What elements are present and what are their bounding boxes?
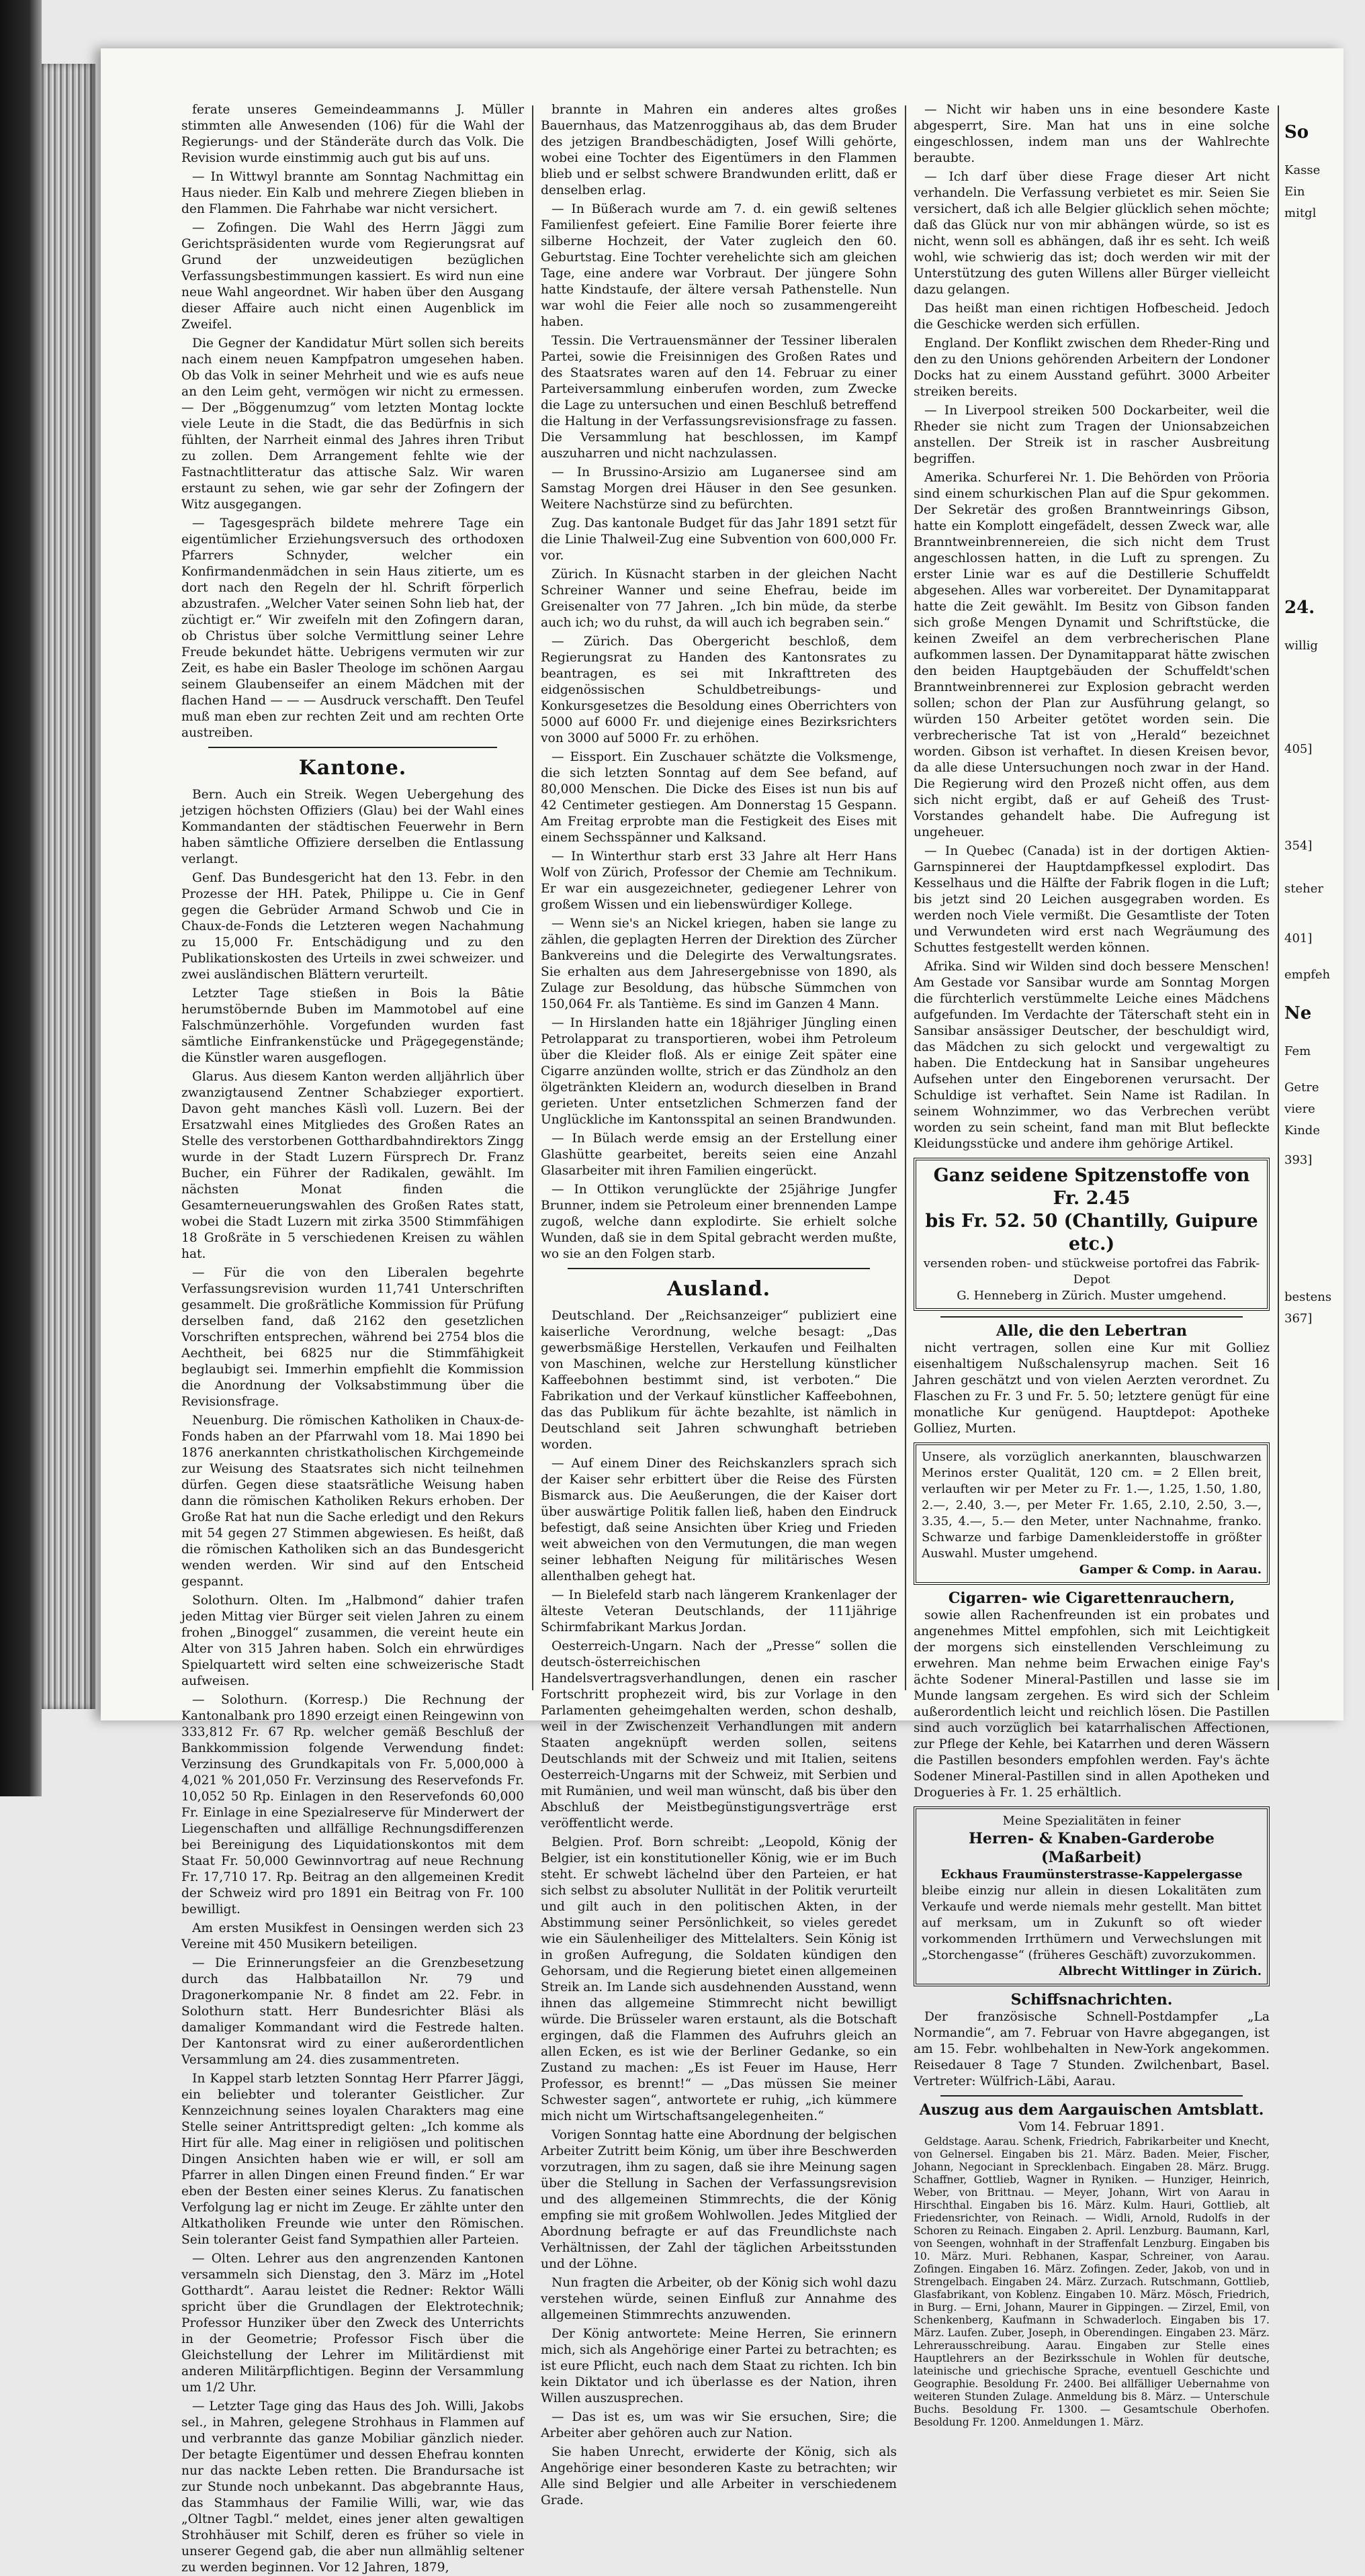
fragment-text: 354] xyxy=(1284,839,1313,853)
article-paragraph: — In Hirslanden hatte ein 18jähriger Jüngling einen Petrolapparat zu transportieren, wobei ihm Petroleum über die Kleider floß. Als er einige Zeit später eine Cigarre anzünden wollte, strich er das Zündholz an den ölgetränkten Kleidern an, wodurch dieselben in Brand gerieten. Unter entsetzlichen Schmerzen fand der Unglückliche im Kantonsspital an seinen Brandwunden. xyxy=(541,1016,897,1127)
ad-signature: Albrecht Wittlinger in Zürich. xyxy=(1059,1964,1262,1978)
article-paragraph: Belgien. Prof. Born schreibt: „Leopold, König der Belgier, ist ein konstitutioneller König, wie er im Buch steht. Er schwebt lächelnd über den Parteien, er hat sich selbst zu absoluter Nullität in der Politik verurteilt und gilt auch in den politischen Akten, in der Abstimmung seiner Persönlichkeit, so vieles geredet wie ein Säulenheiliger des Mittelalters. Sein König ist in großen Aufregung, die Soldaten kündigen den Gehorsam, und die Regierung bietet einen allgemeinen Streik an. Im Lande sich ausdehnenden Ausstand, wenn ihnen das allgemeine Stimmrecht nicht bewilligt würde. Die Brüsseler waren erstaunt, als die Botschaft ergingen, daß die Flammen des Aufruhrs gleich an allen Ecken, es ist wie der Berliner Gedanke, so ein Zustand zu machen: „Es ist Feuer im Hause, Herr Professor, es brennt!“ — „Das müssen Sie meiner Schwester sagen“, antwortete er ruhig, „ich kümmere mich nicht um Wirtschaftsangelegenheiten.“ xyxy=(541,1835,897,2123)
section-heading-kantone: Kantone. xyxy=(298,756,407,780)
article-paragraph: — In Wittwyl brannte am Sonntag Nachmittag ein Haus nieder. Ein Kalb und mehrere Ziegen blieben in den Flammen. Die Fahrhabe war nicht versichert. xyxy=(181,170,524,216)
article-paragraph: — Letzter Tage ging das Haus des Joh. Willi, Jakobs sel., in Mahren, gelegene Strohhaus in Flammen auf und verbrannte das ganze Mobiliar gänzlich nieder. Der betagte Eigentümer und dessen Ehefrau konnten nur das nackte Leben retten. Die Brandursache ist zur Stunde noch unbekannt. Das abgebrannte Haus, das Stammhaus der Familie Willi, war, wie das „Oltner Tagbl.“ meldet, eines jener alten gewaltigen Strohhäuser mit Schilf, deren es früher so viele in unserer Gegend gab, die aber nun allmählig seltener zu werden beginnen. Vor 12 Jahren, 1879, xyxy=(181,2399,524,2575)
divider xyxy=(568,1268,870,1269)
article-paragraph: — In Winterthur starb erst 33 Jahre alt Herr Hans Wolf von Zürich, Professor der Chemie am Technikum. Er war ein ausgezeichneter, gediegener Lehrer von großem Wissen und ein liebenswürdiger Kollege. xyxy=(541,849,897,912)
newspaper-page xyxy=(101,48,1344,2575)
ad-signature: Gamper & Comp. in Aarau. xyxy=(1079,1563,1262,1577)
ad-text: sowie allen Rachenfreunden ist ein probates und angenehmes Mittel empfohlen, sich mit Leichtigkeit der morgens sich einstellenden Verschleimung zu erwehren. Man nehme beim Erwachen einige Fay's ächte Sodener Mineral-Pastillen und lasse sie im Munde langsam zergehen. Es wird sich der Schleim außerordentlich leicht und reichlich lösen. Die Pastillen sind auch vorzüglich bei katarrhalischen Affectionen, zur Pflege der Kehle, bei Katarrhen und deren Wässern die Pastillen besonders empfohlen werden. Fay's ächte Sodener Mineral-Pastillen sind in allen Apotheken und Drogueries à Fr. 1. 25 erhältlich. xyxy=(914,1608,1270,1800)
ad-headline: Herren- & Knaben-Garderobe (Maßarbeit) xyxy=(969,1830,1215,1866)
ad-headline: bis Fr. 52. 50 (Chantilly, Guipure etc.) xyxy=(925,1211,1258,1254)
article-paragraph: — Wenn sie's an Nickel kriegen, haben sie lange zu zählen, die geplagten Herren der Direktion des Zürcher Bankvereins und die Delegirte des Verwaltungsrates. Sie erhalten aus dem Jahresergebnisse von 1890, als Zulage zur Besoldung, das hübsche Sümmchen von 150,064 Fr. als Tantième. Es sind im Ganzen 4 Mann. xyxy=(541,917,897,1011)
article-paragraph: Die Gegner der Kandidatur Mürt sollen sich bereits nach einem neuen Kampfpatron umgesehen haben. Ob das Volk in seiner Mehrheit und wie es aufs neue an den Leim geht, vermögen wir nicht zu ermessen. — Der „Böggenumzug“ vom letzten Montag lockte viele Leute in die Stadt, die das Bedürfnis in sich fühlten, der Narrheit einmal des Jahres ihren Tribut zu zollen. Dem Arrangement fehlte wie der Fastnachtlitteratur das attische Salz. Wir waren erstaunt zu sehen, wie gar sehr der Zofingern der Witz ausgegangen. xyxy=(181,336,524,512)
article-paragraph: brannte in Mahren ein anderes altes großes Bauernhaus, das Matzenroggihaus ab, das dem Bruder des jetzigen Brandbeschädigten, Josef Willi gehörte, wobei eine Tochter des Eigentümers in den Flammen blieb und er selbst schwere Brandwunden erlitt, daß er denselben erlag. xyxy=(541,103,897,197)
fragment-text: 401] xyxy=(1284,931,1313,946)
fragment-text: Fem xyxy=(1284,1044,1311,1058)
section-title-gazette: Auszug aus dem Aargauischen Amtsblatt. xyxy=(919,2101,1264,2119)
article-paragraph: Neuenburg. Die römischen Katholiken in Chaux-de-Fonds haben an der Pfarrwahl vom 18. Mai 1890 bei 1876 anerkannten christkatholischen Kirchgemeinde zur Weisung des Staatsrates sich nicht teilnehmen dürfen. Gegen diese staatsrätliche Weisung haben dann die römischen Katholiken Rekurs erhoben. Der Große Rat hat nun die Sache erledigt und den Rekurs mit 54 gegen 27 Stimmen abgewiesen. Es heißt, daß die römischen Katholiken sich an das Bundesgericht wenden werden. Wir sind auf den Entscheid gespannt. xyxy=(181,1414,524,1589)
article-paragraph: — In Bülach werde emsig an der Erstellung einer Glashütte gearbeitet, bereits seien eine Anzahl Glasarbeiter mit ihren Familien eingerückt. xyxy=(541,1132,897,1178)
article-paragraph: Genf. Das Bundesgericht hat den 13. Febr. in den Prozesse der HH. Patek, Philippe u. Cie in Genf gegen die Gebrüder Armand Schwob und Cie in Chaux-de-Fonds die Letzteren wegen Nachahmung zu 15,000 Fr. Entschädigung und zu den Publikationskosten des Urteils in zwei schweizer. und zwei ausländischen Blättern verurteilt. xyxy=(181,871,524,982)
article-paragraph: — Die Erinnerungsfeier an die Grenzbesetzung durch das Halbbataillon Nr. 79 und Dragonerkompanie Nr. 8 findet am 22. Febr. in Solothurn statt. Herr Bundesrichter Bläsi als damaliger Kommandant wird die Festrede halten. Der Kantonsrat wird zu einer außerordentlichen Versammlung am 24. dies zusammentreten. xyxy=(181,1956,524,2067)
article-paragraph: — Eissport. Ein Zuschauer schätzte die Volksmenge, die sich letzten Sonntag auf dem See befand, auf 80,000 Menschen. Die Dicke des Eises ist nun bis auf 42 Centimeter gestiegen. Am Donnerstag 15 Gespann. Am Freitag erprobte man die Festigkeit des Eises mit einem Sechsspänner und Kalksand. xyxy=(541,750,897,845)
article-paragraph: — Tagesgespräch bildete mehrere Tage ein eigentümlicher Erziehungsversuch des orthodoxen Pfarrers Schnyder, welcher ein Konfirmandenmädchen in sein Haus zitierte, um es dort nach den Regeln der hl. Schrift förperlich abzustrafen. „Welcher Vater seinen Sohn lieb hat, der züchtigt er.“ Wir zweifeln mit den Zofingern daran, ob Christus über solche Vermittlung seiner Lehre Freude bekundet hätte. Uebrigens vermuten wir zur Zeit, es habe ein Basler Theologe im schönen Aargau seinem Glaubenseifer an einem Mädchen mit der flachen Hand — — — Ausdruck verschafft. Den Teufel muß man eben zur rechten Zeit und am rechten Orte austreiben. xyxy=(181,516,524,740)
article-paragraph: — Auf einem Diner des Reichskanzlers sprach sich der Kaiser sehr erbittert über die Reise des Fürsten Bismarck aus. Die Aeußerungen, die der Kaiser dort über auswärtige Politik fallen ließ, haben den Eindruck befestigt, daß seine Ansichten über Krieg und Frieden weit abweichen von den Vermutungen, die man wegen seiner lebhaften Neigung für militärisches Wesen allenthalben gehegt hat. xyxy=(541,1457,897,1583)
article-paragraph: Nun fragten die Arbeiter, ob der König sich wohl dazu verstehen würde, seinen Einfluß zur Annahme des allgemeinen Stimmrechts anzuwenden. xyxy=(541,2276,897,2322)
ad-title: Cigarren- wie Cigarettenrauchern, xyxy=(948,1590,1235,1607)
article-paragraph: Afrika. Sind wir Wilden sind doch bessere Menschen! Am Gestade vor Sansibar wurde am Sonntag Morgen die fürchterlich verstümmelte Leiche eines Mädchens aufgefunden. Im Verdachte der Täterschaft steht ein in Sansibar ansässiger Deutscher, der beschuldigt wird, das Mädchen zu sich gelockt und vergewaltigt zu haben. Die Entdeckung hat in Sansibar ungeheures Aufsehen unter den Eingeborenen verursacht. Der Schuldige ist verhaftet. Sein Name ist Radilan. In seinem Wohnzimmer, wo das Verbrechen verübt worden zu sein scheint, fand man mit Blut befleckte Kleidungsstücke und andere ihm gehörige Artikel. xyxy=(914,960,1270,1151)
ad-headline: Ganz seidene Spitzenstoffe von Fr. 2.45 xyxy=(933,1165,1250,1209)
fragment-text: Ne xyxy=(1284,1003,1312,1023)
article-paragraph: Zürich. In Küsnacht starben in der gleichen Nacht Schreiner Wanner und seine Ehefrau, beide im Greisenalter von 77 Jahren. „Ich bin müde, da sterbe auch ich; wo du ruhst, da will auch ich begraben sein.“ xyxy=(541,567,897,630)
article-paragraph: Vorigen Sonntag hatte eine Abordnung der belgischen Arbeiter Zutritt beim König, um über ihre Beschwerden vorzutragen, ihm zu sagen, daß sie ihre Meinung sagen über die Stellung in Sachen der Verfassungsrevision und des allgemeinen Stimmrechts, die der König empfing sie mit großem Wohlwollen. Jedes Mitglied der Abordnung befragte er auf das Freundlichste nach Verhältnissen, der Zahl der täglichen Arbeitsstunden und der Löhne. xyxy=(541,2128,897,2271)
fragment-text: 24. xyxy=(1284,598,1315,618)
article-paragraph: Der König antwortete: Meine Herren, Sie erinnern mich, sich als Angehörige einer Partei zu betrachten; es ist eure Pflicht, euch nach dem Staat zu richten. Ich bin kein Diktator und ich überlasse es der Nation, ihren Willen auszusprechen. xyxy=(541,2327,897,2405)
article-paragraph: Solothurn. Olten. Im „Halbmond“ dahier trafen jeden Mittag vier Bürger seit vielen Jahren zu einem frohen „Binoggel“ zusammen, die vereint heute ein Alter von 315 Jahren haben. Solch ein ehrwürdiges Spielquartett wird selten eine schweizerische Stadt aufweisen. xyxy=(181,1594,524,1688)
article-paragraph: Oesterreich-Ungarn. Nach der „Presse“ sollen die deutsch-österreichischen Handelsvertragsverhandlungen, denen ein rascher Fortschritt prophezeit wird, bis zur Vorlage in den Parlamenten geheimgehalten werden, schon deshalb, weil in der Zwischenzeit Verhandlungen mit andern Staaten angeknüpft werden sollen, seitens Deutschlands mit der Schweiz und mit Italien, seitens Oesterreich-Ungarns mit der Schweiz, mit Serbien und mit Rumänien, und weil man wünscht, daß bis über den Abschluß der Meistbegünstigungsverträge erst veröffentlicht werde. xyxy=(541,1639,897,1831)
fragment-text: mitgl xyxy=(1284,206,1317,220)
scan-edge xyxy=(0,0,42,1796)
section-title-ships: Schiffsnachrichten. xyxy=(1010,1991,1173,2009)
article-paragraph: — Ich darf über diese Frage dieser Art nicht verhandeln. Die Verfassung verbietet es mir. Seien Sie versichert, daß ich alle Belgier glücklich sehen möchte; daß das Glück nur von mir abhängen würde, so ist es nicht, wenn soll es abhängen, daß ihr es seht. Ich weiß wohl, wie schwierig das ist; doch werden wir mit der Unterstützung des guten Willens aller Bürger vielleicht dazu gelangen. xyxy=(914,170,1270,297)
article-paragraph: — Zofingen. Die Wahl des Herrn Jäggi zum Gerichtspräsidenten wurde vom Regierungsrat auf Grund der unzweideutigen bezüglichen Verfassungsbestimmungen kassiert. Es wird nun eine neue Wahl angeordnet. Wir haben über den Ausgang dieser Affaire auch nicht einen Augenblick im Zweifel. xyxy=(181,221,524,332)
section-heading-ausland: Ausland. xyxy=(666,1277,771,1301)
fragment-text: viere xyxy=(1284,1102,1315,1116)
divider xyxy=(940,1316,1243,1318)
article-paragraph: In Kappel starb letzten Sonntag Herr Pfarrer Jäggi, ein beliebter und toleranter Geistlicher. Zur Kennzeichnung seines loyalen Charakters mag eine Stelle seiner Antrittspredigt gelten: „Ich komme als Hirt für alle. Mag einer in religiösen und politischen Dingen Ansichten haben wie er will, er soll am Pfarrer in allen Dingen einen Freund finden.“ Er war eben der Besten einer seines Klerus. Zu fanatischen Verfolgung lag er nicht im Zeuge. Er zählte unter den Altkatholiken Freunde wie unter den Römischen. Sein toleranter Geist fand Sympathien aller Parteien. xyxy=(181,2072,524,2247)
fragment-text: Ein xyxy=(1284,185,1305,199)
article-paragraph: — In Bielefeld starb nach längerem Krankenlager der älteste Veteran Deutschlands, der 111jährige Schirmfabrikant Markus Jordan. xyxy=(541,1588,897,1635)
ad-text: G. Henneberg in Zürich. Muster umgehend. xyxy=(957,1289,1227,1303)
ad-text: Unsere, als vorzüglich anerkannten, blauschwarzen Merinos erster Qualität, 120 cm. = 2 Ellen breit, verlauften wir per Meter zu Fr. 1.—, 1.25, 1.50, 1.80, 2.—, 2.40, 3.—, per Meter Fr. 1.65, 2.10, 2.50, 3.—, 3.35, 4.—, 5.— den Meter, unter Nachnahme, franko. Schwarze und farbige Damenkleiderstoffe in größter Auswahl. Muster umgehend. xyxy=(922,1450,1262,1561)
article-paragraph: — In Büßerach wurde am 7. d. ein gewiß seltenes Familienfest gefeiert. Eine Familie Borer feierte ihre silberne Hochzeit, der Vater zugleich den 60. Geburtstag. Eine Tochter verehelichte sich am gleichen Tage, eine andere war Vorbraut. Der jüngere Sohn hatte Kindstaufe, der ältere versah Pathenstelle. Nun war wohl die Feier alle noch so zusammengereiht haben. xyxy=(541,202,897,329)
article-paragraph: Letzter Tage stießen in Bois la Bâtie herumstöbernde Buben im Mammotobel auf eine Falschmünzerhöhle. Vorgefunden wurden fast sämtliche Einfrankenstücke und Prägegegenstände; die Künstler waren ausgeflogen. xyxy=(181,986,524,1065)
article-paragraph: — Olten. Lehrer aus den angrenzenden Kantonen versammeln sich Dienstag, den 3. März im „Hotel Gotthardt“. Aarau leistet die Redner: Rektor Wälli spricht über die Grundlagen der Elektrotechnik; Professor Hunziker über den Zweck des Unterrichts in der Geometrie; Professor Fisch über die Gleichstellung der Lehrer im Militärdienst mit anderen Militärpflichtigen. Beginn der Versammlung um 1/2 Uhr. xyxy=(181,2252,524,2395)
column-rule xyxy=(532,105,533,1690)
ad-text: Eckhaus Fraumünsterstrasse-Kappelergasse xyxy=(940,1868,1243,1882)
article-paragraph: Sie haben Unrecht, erwiderte der König, sich als Angehörige einer besonderen Kaste zu betrachten; wir Alle sind Belgier und alle Arbeiter in verschiedenem Grade. xyxy=(541,2445,897,2508)
article-paragraph: Deutschland. Der „Reichsanzeiger“ publiziert eine kaiserliche Verordnung, welche besagt: „Das gewerbsmäßige Herstellen, Verkaufen und Feilhalten von Maschinen, welche zur Herstellung künstlicher Kaffeebohnen bestimmt sind, ist verboten.“ Die Fabrikation und der Verkauf künstlicher Kaffeebohnen, das das Publikum für ächte bezahlte, ist nämlich in Deutschland seit Jahren schwunghaft betrieben worden. xyxy=(541,1309,897,1452)
page-stack-edge xyxy=(42,64,95,1709)
fragment-text: willig xyxy=(1284,639,1318,653)
ad-text: bleibe einzig nur allein in diesen Lokalitäten zum Verkaufe und werde niemals mehr gestellt. Man bittet auf merksam, um in Zukunft so oft wieder vorkommenden Irrthümern und Verwechslungen mit „Storchengasse“ (früheres Geschäft) zuvorzukommen. xyxy=(922,1884,1262,1962)
article-paragraph: Amerika. Schurferei Nr. 1. Die Behörden von Pröoria sind einem schurkischen Plan auf die Spur gekommen. Der Sekretär des großen Branntweinrings Gibson, hatte ein Komplott eingefädelt, dessen Zweck war, alle Branntweinbrennereien, die sich nicht dem Trust angeschlossen hatten, in die Luft zu sprengen. Zu erster Linie war es auf die Destillerie Schuffeldt abgesehen. Alles war vorbereitet. Der Dynamitapparat hatte die Zeit gewählt. Im Besitz von Gibson fanden sich große Mengen Dynamit und Schriftstücke, die keinen Zweifel an dem verbrecherischen Plane aufkommen lassen. Der Dynamitapparat hätte zwischen den beiden Hauptgebäuden der Schuffeldt'schen Branntweinbrennerei zur Explosion gebracht werden sollen; schon der Plan zur Ausführung gelangt, so würden 150 Arbeiter getötet worden sein. Die verbrecherische Tat ist von „Herald“ bezeichnet worden. Gibson ist verhaftet. In diesen Kreisen bevor, da alle diese Untersuchungen noch zwar in der Hand. Die Regierung wird den Prozeß nicht offen, aus dem sich nicht ergibt, daß er auf Geheiß des Trust-Vorstandes gehandelt habe. Die Aufregung ist ungeheuer. xyxy=(914,471,1270,839)
article-paragraph: Tessin. Die Vertrauensmänner der Tessiner liberalen Partei, sowie die Freisinnigen des Großen Rates und des Staatsrates waren auf den 14. Februar zu einer Parteiversammlung einberufen worden, zum Zwecke die Lage zu untersuchen und einen Beschluß betreffend die Haltung in der Verfassungsrevisionsfrage zu fassen. Die Versammlung hat beschlossen, im Kampf auszuharren und nicht nachzulassen. xyxy=(541,334,897,461)
article-paragraph: Am ersten Musikfest in Oensingen werden sich 23 Vereine mit 450 Musikern beteiligen. xyxy=(181,1921,524,1951)
ad-title: Alle, die den Lebertran xyxy=(996,1322,1187,1340)
article-paragraph: Bern. Auch ein Streik. Wegen Uebergehung des jetzigen höchsten Offiziers (Glau) bei der Wahl eines Kommandanten der städtischen Feuerwehr in Bern haben sämtliche Offiziere derselben die Entlassung verlangt. xyxy=(181,788,524,866)
divider xyxy=(940,2095,1243,2097)
article-paragraph: Zug. Das kantonale Budget für das Jahr 1891 setzt für die Linie Thalweil-Zug eine Subvention von 600,000 Fr. vor. xyxy=(541,516,897,563)
advertisement-merinos xyxy=(914,1442,1270,1585)
column-2 xyxy=(541,102,897,2508)
advertisement-garderobe xyxy=(914,1806,1270,1986)
column-1 xyxy=(181,102,524,2575)
article-paragraph: Der französische Schnell-Postdampfer „La Normandie“, am 7. Februar von Havre abgegangen, ist am 15. Febr. wohlbehalten in New-York angekommen. Reisedauer 8 Tage 7 Stunden. Zwilchenbart, Basel. Vertreter: Wülfrich-Läbi, Aarau. xyxy=(914,2010,1270,2088)
article-paragraph: — In Brussino-Arsizio am Luganersee sind am Samstag Morgen drei Häuser in den See gesunken. Weitere Nachstürze sind zu befürchten. xyxy=(541,465,897,512)
fragment-text: Getre xyxy=(1284,1080,1319,1095)
article-paragraph: — In Liverpool streiken 500 Dockarbeiter, weil die Rheder sie nicht zum Tragen der Unionsabzeichen anstellen. Der Streik ist in rascher Ausbreitung begriffen. xyxy=(914,404,1270,466)
article-paragraph: — In Quebec (Canada) ist in der dortigen Aktien-Garnspinnerei der Hauptdampfkessel explodirt. Das Kesselhaus und die Hälfte der Fabrik flogen in die Luft; bis jetzt sind 20 Leichen ausgegraben worden. Es werden noch Viele vermißt. Die Gesamtliste der Toten und Verwundeten wird erst nach Wegräumung des Schuttes festgestellt werden können. xyxy=(914,844,1270,955)
gazette-date: Vom 14. Februar 1891. xyxy=(1018,2120,1165,2134)
article-paragraph: Glarus. Aus diesem Kanton werden alljährlich über zwanzigtausend Zentner Schabzieger exportiert. Davon geht manches Käslì voll. Luzern. Bei der Ersatzwahl eines Mitgliedes des Großen Rates an Stelle des verstorbenen Gotthardbahndirektors Zingg wurde in der Stadt Luzern Fürsprech Dr. Franz Bucher, ein Führer der Radikalen, gewählt. Im nächsten Monat finden die Gesamterneuerungswahlen des Großen Rates statt, wobei die Stadt Luzern mit zirka 3500 Stimmfähigen 18 Großräte in 5 verschiedenen Kreisen zu wählen hat. xyxy=(181,1070,524,1261)
fragment-text: steher xyxy=(1284,882,1323,896)
gazette-text: Geldstage. Aarau. Schenk, Friedrich, Fabrikarbeiter und Knecht, von Gelnersel. Eingaben bis 21. März. Baden. Meier, Fischer, Johann, Negociant in Sprecklenbach. Eingaben 28. März. Brugg. Schaffner, Gottlieb, Wagner in Ryniken. — Hunziger, Heinrich, Weber, von Brittnau. — Meyer, Johann, Wirt von Aarau in Hirschthal. Eingaben bis 16. März. Kulm. Hauri, Gottlieb, alt Friedensrichter, von Reinach. — Widli, Arnold, Rudolfs in der Schoren zu Reinach. Eingaben 2. April. Lenzburg. Baumann, Karl, von Seengen, wohnhaft in der Straffenfalt Lenzburg. Eingaben bis 10. März. Muri. Rebhanen, Kaspar, Schreiner, von Aarau. Zofingen. Eingaben 16. März. Zofingen. Zeder, Jakob, von und in Strengelbach. Eingaben 24. März. Zurzach. Rutschmann, Gottlieb, Glasfabrikant, von Koblenz. Eingaben 10. März. Mösch, Friedrich, in Burg. — Erni, Johann, Maurer in Gippingen. — Zirzel, Emil, von Schenkenberg, Kaufmann in Schwaderloch. Eingaben bis 17. März. Laufen. Zuber, Joseph, in Oberendingen. Eingaben 23. März. Lehrerausschreibung. Aarau. Eingaben zur Stelle eines Hauptlehrers an der Bezirksschule in Wohlen für deutsche, lateinische und griechische Sprache, eventuell Geschichte und Geographie. Besoldung Fr. 2400. Bei allfälliger Uebernahme von weiteren Stunden Zulage. Anmeldung bis 8. März. — Unterschule Buchs. Besoldung Fr. 1300. — Gesamtschule Oberhofen. Besoldung Fr. 1200. Anmeldungen 1. März. xyxy=(914,2135,1270,2428)
article-paragraph: — Für die von den Liberalen begehrte Verfassungsrevision wurden 11,741 Unterschriften gesammelt. Die großrätliche Kommission für Prüfung derselben fand, daß 2162 den gesetzlichen Vorschriften entsprechen, während bei 2754 blos die Aechtheit, bei 6825 nur die Stimmfähigkeit beglaubigt sei. Immerhin empfiehlt die Kommission die Anordnung der Volksabstimmung über die Revisionsfrage. xyxy=(181,1266,524,1409)
column-rule xyxy=(1278,105,1279,1690)
fragment-text: bestens xyxy=(1284,1290,1332,1304)
fragment-text: Kinde xyxy=(1284,1123,1320,1138)
article-paragraph: — Solothurn. (Korresp.) Die Rechnung der Kantonalbank pro 1890 erzeigt einen Reingewinn von 333,812 Fr. 67 Rp. welcher gemäß Beschluß der Bankkommission folgende Verwendung findet: Verzinsung des Grundkapitals von Fr. 5,000,000 à 4,021 % 201,050 Fr. Verzinsung des Reservefonds Fr. 10,052 50 Rp. Einlagen in den Reservefonds 60,000 Fr. Einlage in eine Spezialreserve für Minderwert der Liegenschaften und allfällige Rechnungsdifferenzen bei Bereinigung des Liquidationskontos mit dem Staat Fr. 50,000 Gewinnvortrag auf neue Rechnung Fr. 17,710 17. Rp. Beitrag an den allgemeinen Kredit der Schweiz wird pro 1891 ein Beitrag von Fr. 100 bewilligt. xyxy=(181,1693,524,1917)
fragment-text: empfeh xyxy=(1284,968,1331,982)
article-paragraph: — Das ist es, um was wir Sie ersuchen, Sire; die Arbeiter aber gehören auch zur Nation. xyxy=(541,2410,897,2440)
ad-text: versenden roben- und stückweise portofrei das Fabrik-Depot xyxy=(923,1256,1260,1287)
fragment-text: 393] xyxy=(1284,1153,1313,1167)
article-paragraph: — Zürich. Das Obergericht beschloß, dem Regierungsrat zu Handen des Kantonsrates zu beantragen, es sei mit Inkrafttreten des eidgenössischen Schuldbetreibungs- und Konkursgesetzes die Besoldung eines Oberrichters von 5000 auf 6000 Fr. und diejenige eines Bezirksrichters von 3000 auf 5000 Fr. zu erhöhen. xyxy=(541,635,897,745)
article-paragraph: — Nicht wir haben uns in eine besondere Kaste abgesperrt, Sire. Man hat uns in eine solche eingeschlossen, indem man uns der Wahlrechte beraubte. xyxy=(914,103,1270,165)
fragment-text: 405] xyxy=(1284,742,1313,756)
advertisement-silk xyxy=(914,1158,1270,1311)
article-paragraph: ferate unseres Gemeindeammanns J. Müller stimmten alle Anwesenden (106) für die Wahl der Regierungs- und der Ständeräte durch das Volk. Die Revision wurde einstimmig auch gut bis auf uns. xyxy=(181,103,524,165)
divider xyxy=(208,747,497,748)
column-rule xyxy=(905,105,906,1690)
fragment-text: So xyxy=(1284,122,1309,142)
ad-text: Meine Spezialitäten in feiner xyxy=(1002,1814,1181,1828)
column-3 xyxy=(914,102,1270,2428)
ad-text: nicht vertragen, sollen eine Kur mit Golliez eisenhaltigem Nußschalensyrup machen. Seit 16 Jahren geschätzt und von vielen Aerzten verordnet. Zu Flaschen zu Fr. 3 und Fr. 5. 50; letztere genügt für eine monatliche Kur genügend. Hauptdepot: Apotheke Golliez, Murten. xyxy=(914,1341,1270,1436)
fragment-text: 367] xyxy=(1284,1312,1313,1326)
column-4-fragment xyxy=(1284,102,1365,1700)
article-paragraph: England. Der Konflikt zwischen dem Rheder-Ring und den zu den Unions gehörenden Arbeitern der Londoner Docks hat zu einem Ausstand geführt. 3000 Arbeiter streiken bereits. xyxy=(914,336,1270,399)
fragment-text: Kasse xyxy=(1284,163,1321,177)
article-paragraph: Das heißt man einen richtigen Hofbescheid. Jedoch die Geschicke werden sich erfüllen. xyxy=(914,302,1270,332)
article-paragraph: — In Ottikon verunglückte der 25jährige Jungfer Brunner, indem sie Petroleum einer brennenden Lampe zugoß, welche dann explodirte. Sie erhielt solche Wunden, daß sie in dem Spital gebracht werden mußte, wo sie an den Folgen starb. xyxy=(541,1183,897,1261)
